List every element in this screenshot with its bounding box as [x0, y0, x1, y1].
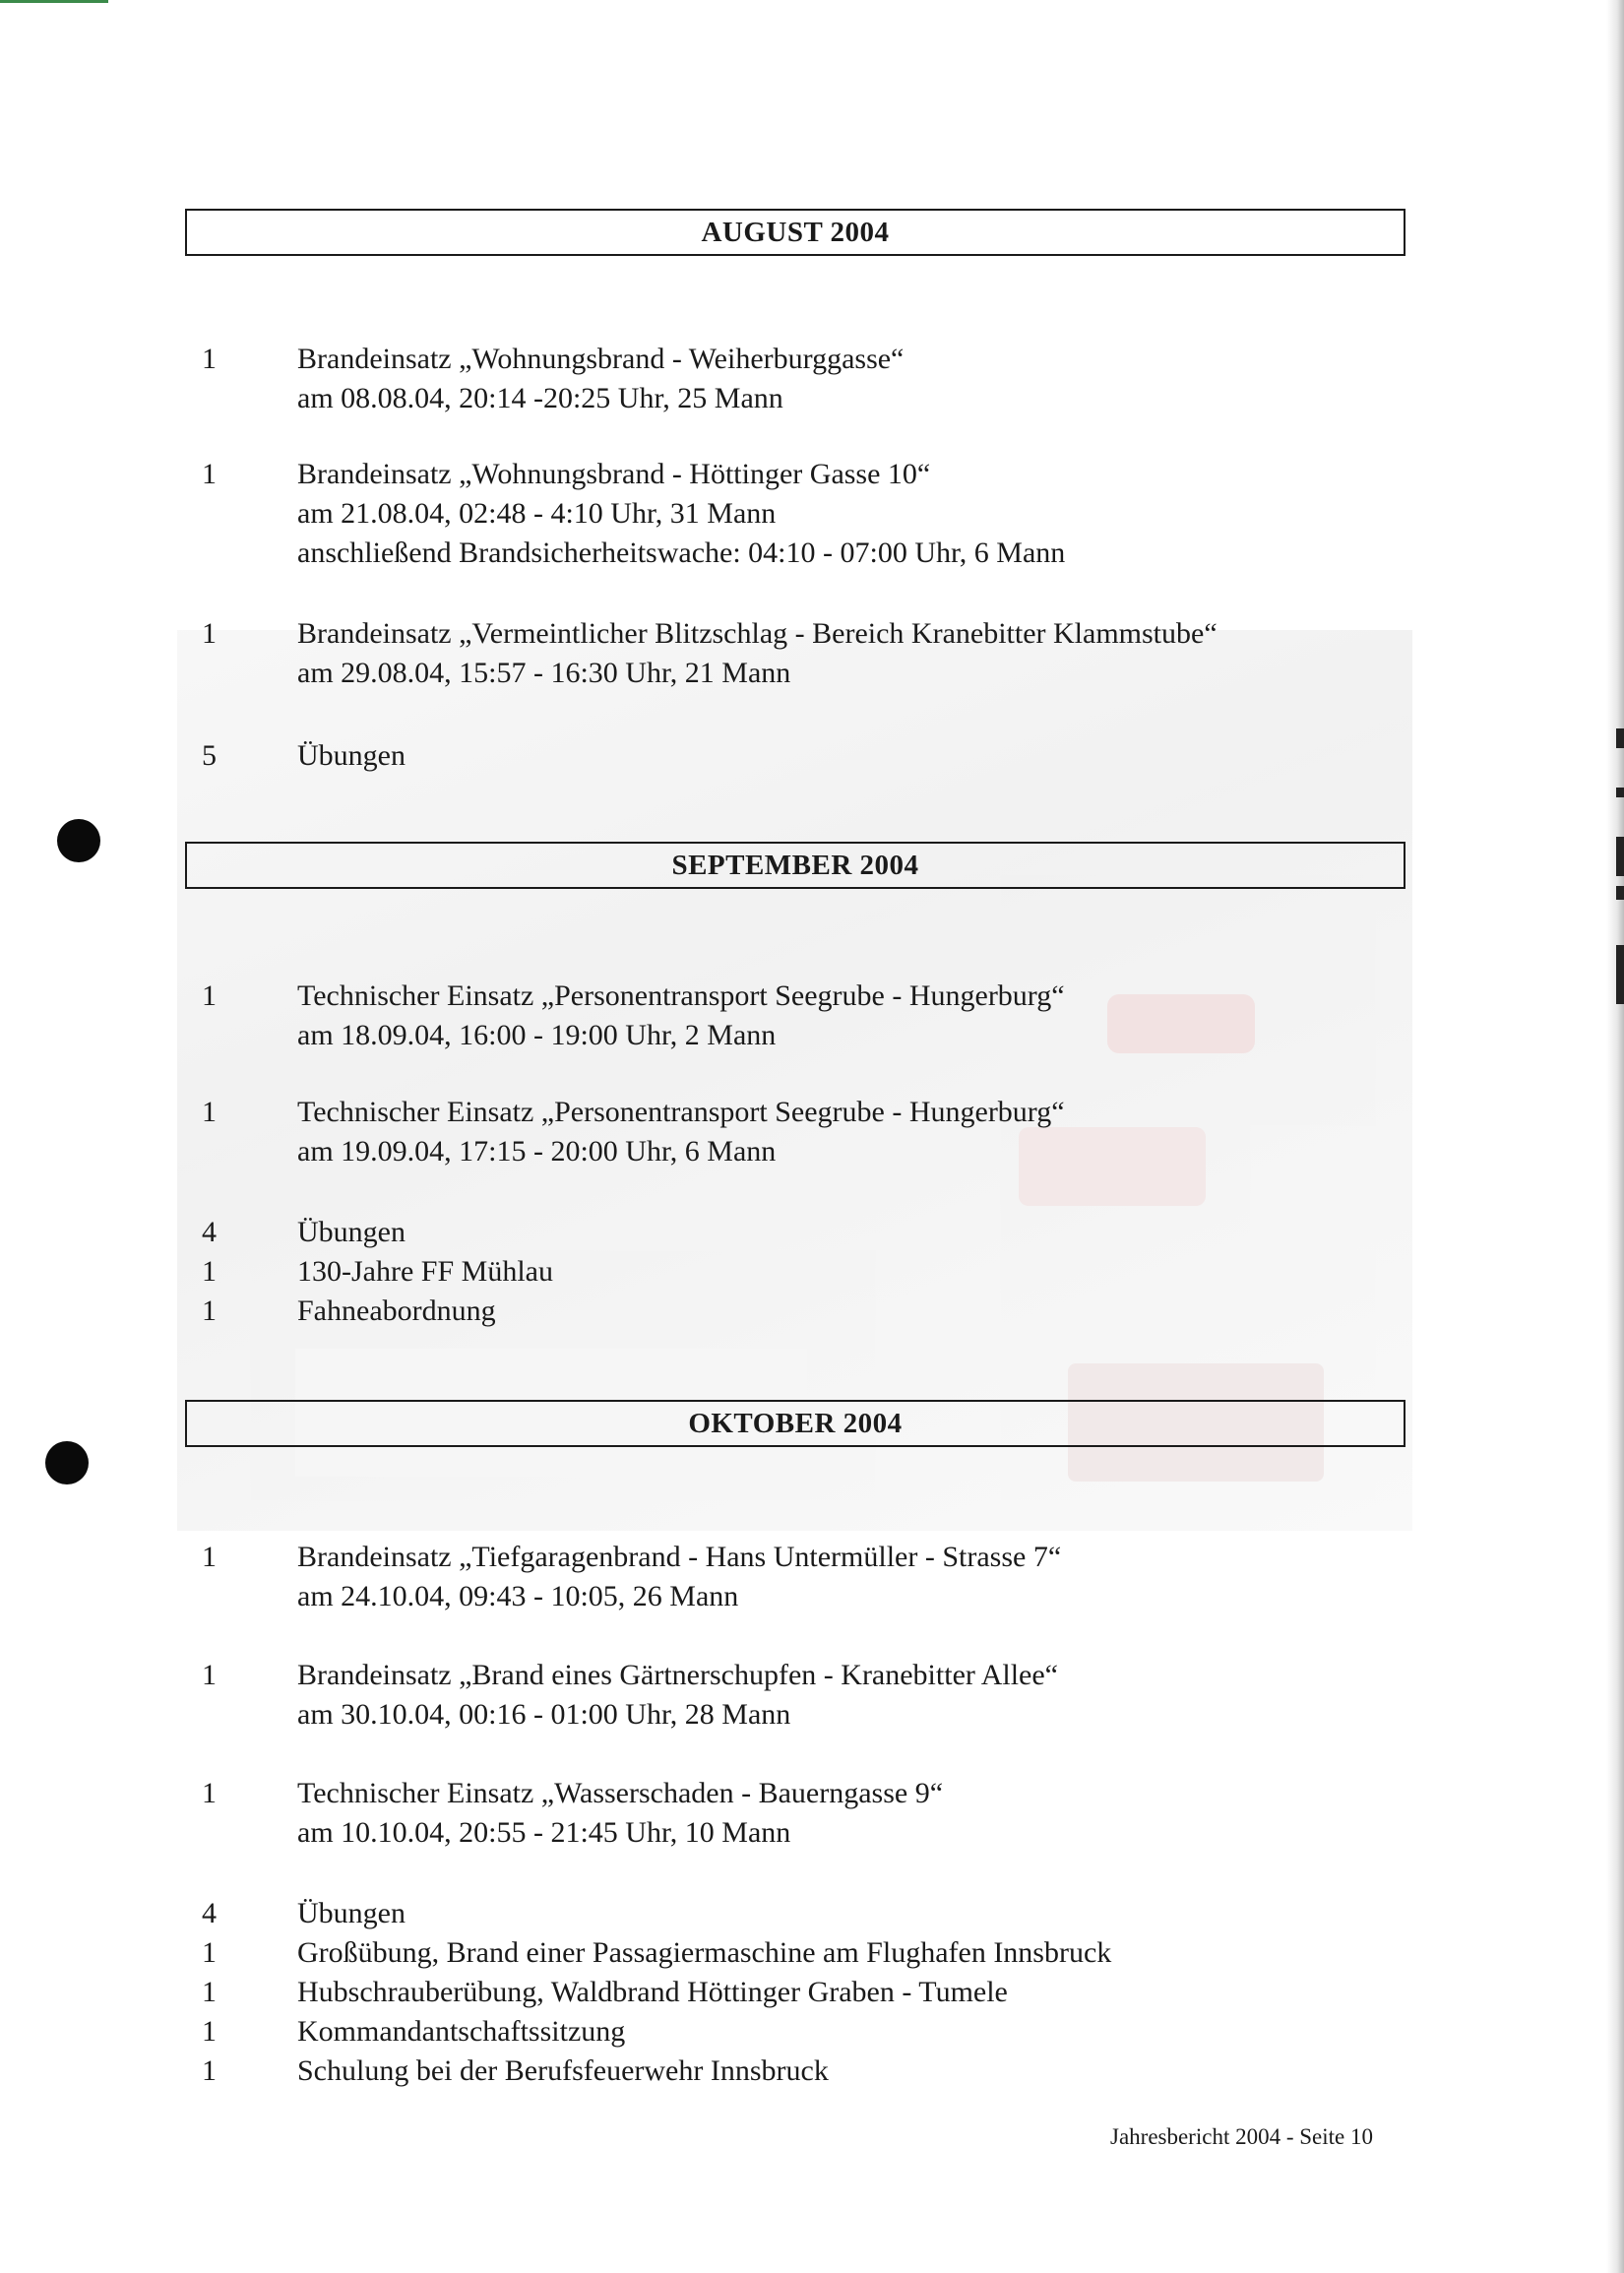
item-count: 1	[202, 2054, 217, 2087]
entry-count: 1	[202, 458, 217, 490]
item-text: Kommandantschaftssitzung	[297, 2015, 626, 2048]
section-header-oktober	[185, 1400, 1405, 1447]
entry-line: am 18.09.04, 16:00 - 19:00 Uhr, 2 Mann	[297, 1019, 777, 1051]
item-count: 1	[202, 1936, 217, 1969]
section-title: OKTOBER 2004	[688, 1407, 903, 1439]
scan-edge-speck	[1616, 728, 1624, 748]
item-text: Übungen	[297, 1897, 406, 1929]
item-text: Großübung, Brand einer Passagiermaschine am Flughafen Innsbruck	[297, 1936, 1112, 1969]
scan-edge-mark	[0, 0, 108, 3]
entry-line: Brandeinsatz „Tiefgaragenbrand - Hans Untermüller - Strasse 7“	[297, 1541, 1062, 1573]
entry-line: am 10.10.04, 20:55 - 21:45 Uhr, 10 Mann	[297, 1816, 791, 1849]
entry-line: Brandeinsatz „Wohnungsbrand - Weiherburggasse“	[297, 343, 905, 375]
entry-line: am 29.08.04, 15:57 - 16:30 Uhr, 21 Mann	[297, 657, 791, 689]
entry-line: am 30.10.04, 00:16 - 01:00 Uhr, 28 Mann	[297, 1698, 791, 1731]
entry-line: anschließend Brandsicherheitswache: 04:10 - 07:00 Uhr, 6 Mann	[297, 537, 1066, 569]
entry-line: Brandeinsatz „Wohnungsbrand - Höttinger Gasse 10“	[297, 458, 931, 490]
section-header-august	[185, 209, 1405, 256]
scan-edge-speck	[1616, 837, 1624, 876]
item-text: 130-Jahre FF Mühlau	[297, 1255, 553, 1288]
entry-line: Technischer Einsatz „Personentransport Seegrube - Hungerburg“	[297, 1096, 1065, 1128]
entry-line: Technischer Einsatz „Personentransport Seegrube - Hungerburg“	[297, 979, 1065, 1012]
entry-count: 1	[202, 1777, 217, 1809]
entry-count: 1	[202, 1659, 217, 1691]
entry-line: am 21.08.04, 02:48 - 4:10 Uhr, 31 Mann	[297, 497, 777, 530]
item-text: Hubschrauberübung, Waldbrand Höttinger Graben - Tumele	[297, 1976, 1008, 2008]
item-text: Fahneabordnung	[297, 1294, 496, 1327]
item-text: Übungen	[297, 1216, 406, 1248]
punch-hole	[57, 819, 100, 862]
entry-line: Brandeinsatz „Brand eines Gärtnerschupfen - Kranebitter Allee“	[297, 1659, 1058, 1691]
item-count: 1	[202, 1294, 217, 1327]
entry-count: 1	[202, 617, 217, 650]
entry-line: am 19.09.04, 17:15 - 20:00 Uhr, 6 Mann	[297, 1135, 777, 1168]
entry-count: 1	[202, 343, 217, 375]
item-count: 1	[202, 2015, 217, 2048]
item-count: 4	[202, 1216, 217, 1248]
page-footer: Jahresbericht 2004 - Seite 10	[1110, 2124, 1373, 2149]
scan-edge-speck	[1616, 945, 1624, 1004]
entry-line: Technischer Einsatz „Wasserschaden - Bauerngasse 9“	[297, 1777, 944, 1809]
item-count: 4	[202, 1897, 217, 1929]
scan-edge-speck	[1616, 788, 1624, 797]
entry-line: am 24.10.04, 09:43 - 10:05, 26 Mann	[297, 1580, 739, 1612]
section-title: SEPTEMBER 2004	[671, 849, 919, 881]
entry-count: 1	[202, 979, 217, 1012]
section-title: AUGUST 2004	[701, 216, 890, 248]
item-count: 1	[202, 1255, 217, 1288]
item-count: 5	[202, 739, 217, 772]
entry-count: 1	[202, 1096, 217, 1128]
section-header-september	[185, 842, 1405, 889]
punch-hole	[45, 1441, 89, 1484]
entry-line: Brandeinsatz „Vermeintlicher Blitzschlag - Bereich Kranebitter Klammstube“	[297, 617, 1218, 650]
item-text: Übungen	[297, 739, 406, 772]
entry-line: am 08.08.04, 20:14 -20:25 Uhr, 25 Mann	[297, 382, 783, 414]
item-text: Schulung bei der Berufsfeuerwehr Innsbruck	[297, 2054, 829, 2087]
scan-edge-speck	[1616, 886, 1624, 900]
entry-count: 1	[202, 1541, 217, 1573]
item-count: 1	[202, 1976, 217, 2008]
scan-right-edge	[1606, 0, 1624, 2273]
